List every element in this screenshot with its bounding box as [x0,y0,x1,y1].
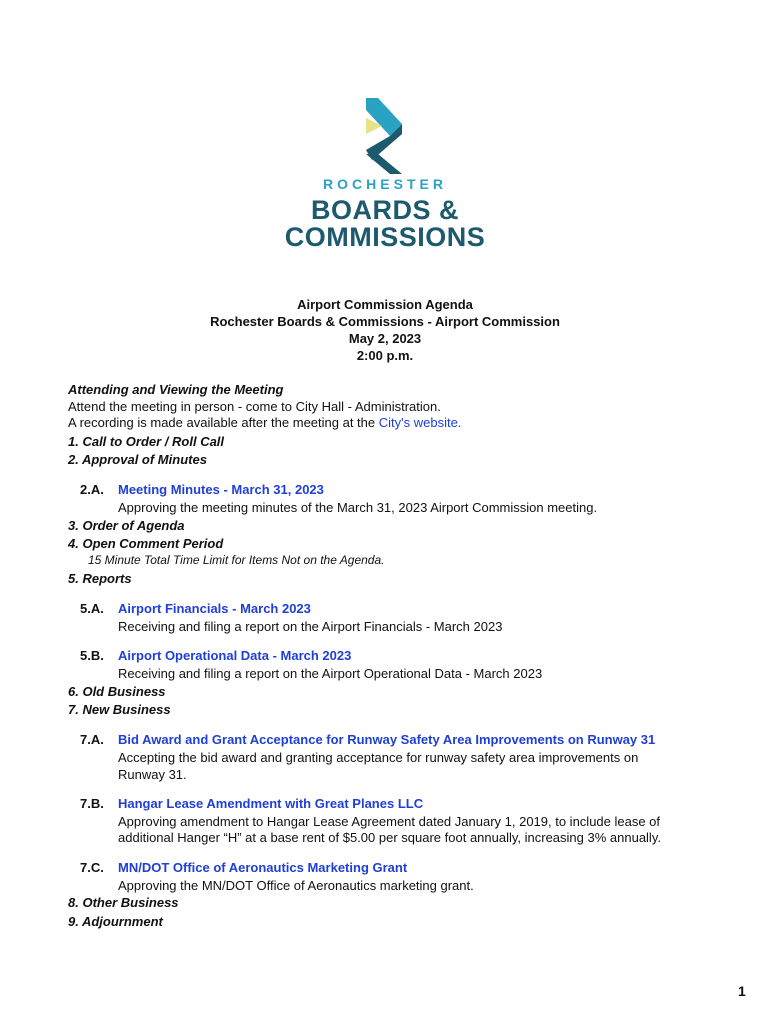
meeting-time: 2:00 p.m. [356,348,414,363]
item-7a-number: 7.A. [80,732,104,747]
attending-line2 [68,414,461,431]
item-7a-link[interactable]: Bid Award and Grant Acceptance for Runway Safety Area Improvements on Runway 31 [118,732,656,747]
attending-heading: Attending and Viewing the Meeting [68,382,284,397]
item-7c-desc: Approving the MN/DOT Office of Aeronautics marketing grant. [118,878,474,893]
item-7b-link[interactable]: Hangar Lease Amendment with Great Planes LLC [118,796,424,811]
item-2a-link[interactable]: Meeting Minutes - March 31, 2023 [118,482,324,497]
city-website-link[interactable]: City's website. [378,415,462,430]
agenda-item-9: 9. Adjournment [68,914,163,929]
item-7b-number: 7.B. [80,796,104,811]
agenda-item-1: 1. Call to Order / Roll Call [68,434,225,449]
item-5b-link[interactable]: Airport Operational Data - March 2023 [118,648,352,663]
agenda-item-4-note: 15 Minute Total Time Limit for Items Not on the Agenda. [88,553,385,567]
agenda-item-5: 5. Reports [68,571,132,586]
logo-city-name: ROCHESTER [323,176,447,192]
item-2a-desc: Approving the meeting minutes of the March 31, 2023 Airport Commission meeting. [118,500,598,515]
attending-line2-text: A recording is made available after the meeting at the [68,415,379,430]
agenda-header [0,296,770,364]
agenda-item-4: 4. Open Comment Period [68,536,224,551]
meeting-date: May 2, 2023 [348,331,422,346]
boards-commissions-logo [274,96,496,252]
agenda-item-8: 8. Other Business [68,895,179,910]
page-number: 1 [738,983,746,999]
agenda-title: Airport Commission Agenda [297,297,473,312]
item-5a-number: 5.A. [80,601,104,616]
item-2a-number: 2.A. [80,482,104,497]
agenda-item-7: 7. New Business [68,702,171,717]
item-7b-desc-line2: additional Hanger “H” at a base rent of $5.00 per square foot annually, increasing 3% annually. [118,830,661,845]
item-7c-link[interactable]: MN/DOT Office of Aeronautics Marketing Grant [118,860,408,875]
item-7a-desc-line1: Accepting the bid award and granting acceptance for runway safety area improvements on [118,750,639,765]
rochester-logo-icon [362,96,406,176]
agenda-item-2: 2. Approval of Minutes [68,452,207,467]
logo-line1: BOARDS & [310,195,459,225]
item-7a-desc-line2: Runway 31. [118,767,187,782]
attending-line1: Attend the meeting in person - come to City Hall - Administration. [68,399,441,414]
item-7c-number: 7.C. [80,860,104,875]
item-5a-link[interactable]: Airport Financials - March 2023 [118,601,311,616]
logo-line2: COMMISSIONS [284,222,486,252]
item-5b-number: 5.B. [80,648,104,663]
agenda-subtitle: Rochester Boards & Commissions - Airport Commission [210,314,560,329]
agenda-item-3: 3. Order of Agenda [68,518,185,533]
item-7b-desc-line1: Approving amendment to Hangar Lease Agreement dated January 1, 2019, to include lease of [118,814,661,829]
agenda-item-6: 6. Old Business [68,684,166,699]
item-5b-desc: Receiving and filing a report on the Airport Operational Data - March 2023 [118,666,543,681]
item-5a-desc: Receiving and filing a report on the Airport Financials - March 2023 [118,619,503,634]
